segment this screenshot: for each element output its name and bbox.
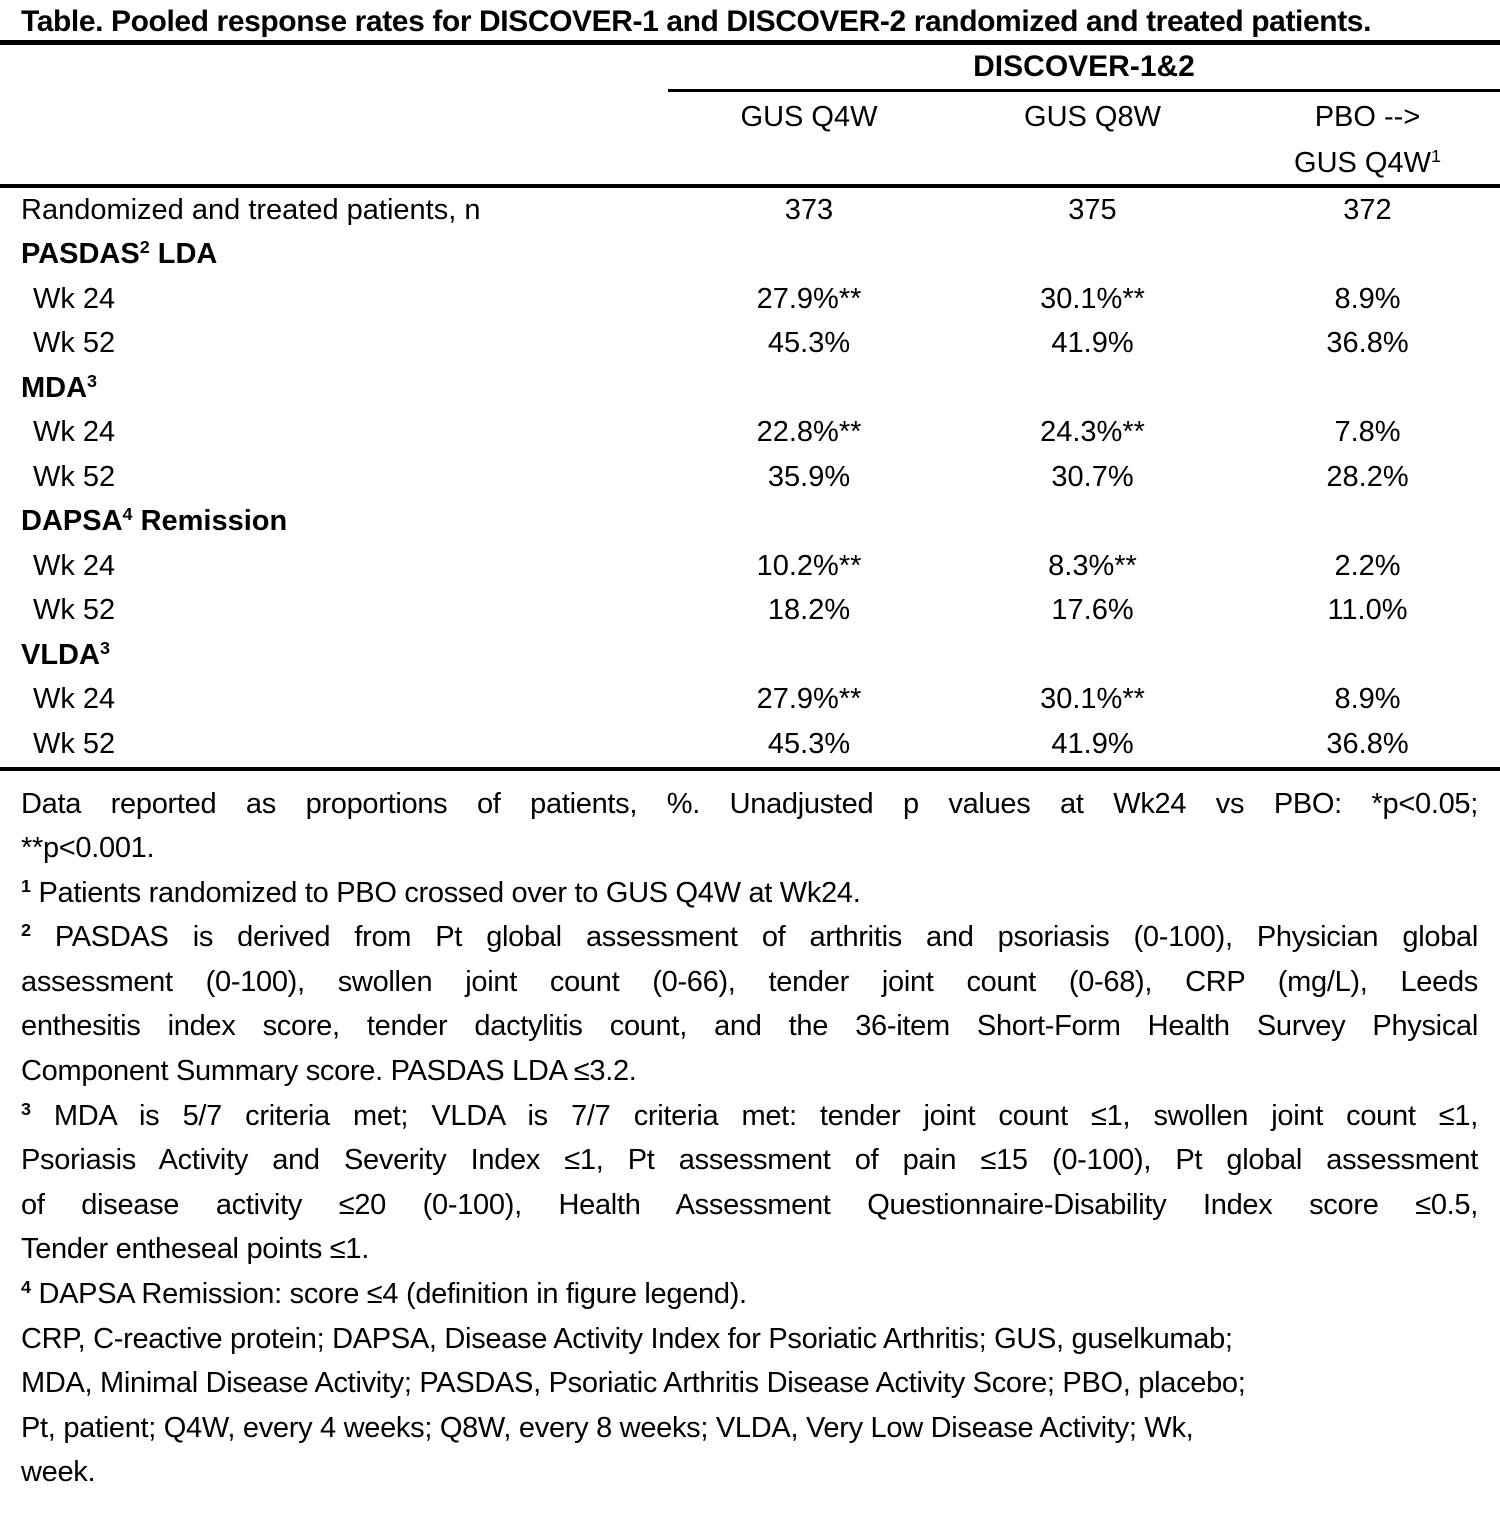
column-header-row [0,91,1500,187]
value-cell: 10.2%** [756,549,862,582]
footnote-paragraph [21,782,1478,871]
row-label: Wk 52 [33,460,116,493]
table-row [0,366,1500,411]
footnote-line: assessment (0-100), swollen joint count (0-66), tender joint count (0-68), CRP (mg/L), Leeds [21,965,1478,998]
footnote-paragraph [21,1272,1478,1317]
superscript-marker: 4 [21,1277,31,1298]
value-cell: 28.2% [1326,460,1409,493]
table-title: Table. Pooled response rates for DISCOVER-1 and DISCOVER-2 randomized and treated patients. [21,5,1372,38]
table-row [0,589,1500,634]
footnote-line: $^4$ DAPSA Remission: score ≤4 (definition in figure legend). [21,1277,747,1311]
value-cell: 41.9% [1051,327,1134,360]
footnote-line: of disease activity ≤20 (0-100), Health Assessment Questionnaire-Disability Index score ≤0.5, [21,1188,1478,1221]
footnote-line: Pt, patient; Q4W, every 4 weeks; Q8W, every 8 weeks; VLDA, Very Low Disease Activity; Wk, [21,1411,1194,1444]
value-cell [1235,633,1500,678]
table-row [0,322,1500,367]
value-cell: 36.8% [1235,722,1500,769]
value-cell [950,633,1235,678]
value-cell: 30.7% [1051,460,1134,493]
column-header-line [668,138,950,184]
value-cell [950,233,1235,278]
table-row [0,500,1500,545]
group-header-cell: DISCOVER-1&2 [668,43,1500,91]
column-header-line: GUS Q8W [1024,101,1161,133]
corner-cell [0,43,668,91]
response-rates-table [0,40,1500,771]
value-cell: 375 [1068,193,1117,226]
footnote-line: $^2$ PASDAS is derived from Pt global assessment of arthritis and psoriasis (0-100), Physician global [21,920,1478,954]
value-cell [668,633,950,678]
corner-cell [0,91,668,187]
row-label: Wk 24 [33,549,116,582]
value-cell: 22.8%** [756,416,862,449]
superscript-marker: 2 [21,920,31,941]
row-label: Wk 24 [33,683,116,716]
superscript-marker: 1 [1430,146,1441,167]
footnote-line: $^3$ MDA is 5/7 criteria met; VLDA is 7/7 criteria met: tender joint count ≤1, swollen joint count ≤1, [21,1098,1478,1132]
row-label: Wk 24 [33,282,116,315]
column-header-line: GUS Q4W [740,101,878,133]
group-header-row [0,43,1500,91]
value-cell [1235,500,1500,545]
row-label: Wk 52 [0,722,668,769]
table-row [0,233,1500,278]
row-label: Wk 52 [33,594,116,627]
table-row [0,277,1500,322]
value-cell [668,233,950,278]
value-cell: 30.1%** [1040,683,1145,716]
value-cell: 7.8% [1334,416,1401,449]
column-header-line: GUS $Q4W^1$ [1294,146,1441,179]
footnote-paragraph [21,1317,1478,1495]
superscript-marker: 3 [87,370,98,391]
table-row [0,186,1500,233]
table-body [0,186,1500,769]
value-cell: 11.0% [1327,594,1408,627]
value-cell: 8.3%** [1048,549,1137,582]
superscript-marker: 3 [21,1098,31,1119]
value-cell: 27.9%** [756,683,862,716]
footnote-line: enthesitis index score, tender dactylitis count, and the 36-item Short-Form Health Survey Physical [21,1010,1478,1043]
row-label: Randomized and treated patients, n [21,193,481,226]
value-cell: 36.8% [1326,327,1409,360]
table-row [0,455,1500,500]
footnote-line: week. [21,1456,96,1489]
value-cell: 41.9% [950,722,1235,769]
footnote-paragraph [21,1094,1478,1272]
footnote-line: Component Summary score. PASDAS LDA ≤3.2. [21,1055,637,1088]
value-cell [1235,366,1500,411]
footnote-line: Psoriasis Activity and Severity Index ≤1, Pt assessment of pain ≤15 (0-100), Pt global assessment [21,1144,1478,1177]
row-label: MDA$^3$ [21,370,98,404]
value-cell: 17.6% [1051,594,1134,627]
table-row [0,411,1500,456]
value-cell: 45.3% [767,327,851,360]
value-cell [668,500,950,545]
superscript-marker: 2 [139,237,150,258]
value-cell: 30.1%** [1040,282,1145,315]
superscript-marker: 3 [99,637,110,658]
value-cell: 24.3%** [1040,416,1145,449]
row-label: VLDA$^3$ [21,637,110,671]
row-label: DAPSA$^4$ Remission [21,504,288,538]
column-header-line [950,138,1235,184]
column-header-pbo-gus-q4w [1235,91,1500,187]
footnote-line: Tender entheseal points ≤1. [21,1233,369,1266]
footnote-line: $^1$ Patients randomized to PBO crossed over to GUS Q4W at Wk24. [21,875,861,909]
row-label: Wk 24 [33,416,116,449]
value-cell [668,366,950,411]
value-cell [1235,233,1500,278]
superscript-marker: 1 [21,875,31,896]
value-cell: 27.9%** [756,282,862,315]
table-row [0,678,1500,723]
row-label: Wk 52 [33,327,116,360]
column-header-line: PBO --> [1314,101,1421,133]
column-header-gus-q8w [950,91,1235,187]
table-row [0,544,1500,589]
value-cell: 8.9% [1334,683,1401,716]
footnote-paragraph [21,915,1478,1093]
value-cell: 35.9% [767,460,851,493]
footnote-line: MDA, Minimal Disease Activity; PASDAS, Psoriatic Arthritis Disease Activity Score; PBO, placebo; [21,1367,1246,1400]
value-cell: 8.9% [1334,282,1401,315]
footnote-line: Data reported as proportions of patients, %. Unadjusted p values at Wk24 vs PBO: *p<0.05; [21,787,1478,820]
value-cell [950,366,1235,411]
row-label: PASDAS$^2$ LDA [21,237,218,271]
value-cell [950,500,1235,545]
footnotes [0,771,1500,1496]
value-cell: 2.2% [1334,549,1401,582]
column-header-gus-q4w [668,91,950,187]
superscript-marker: 4 [122,504,133,525]
table-row [0,633,1500,678]
value-cell: 372 [1343,193,1392,226]
value-cell: 373 [784,193,834,226]
footnote-line: **p<0.001. [21,832,155,865]
table-row [0,722,1500,769]
value-cell: 45.3% [668,722,950,769]
footnote-paragraph [21,871,1478,916]
value-cell: 18.2% [767,594,851,627]
footnote-line: CRP, C-reactive protein; DAPSA, Disease Activity Index for Psoriatic Arthritis; GUS, guselkumab; [21,1322,1233,1355]
